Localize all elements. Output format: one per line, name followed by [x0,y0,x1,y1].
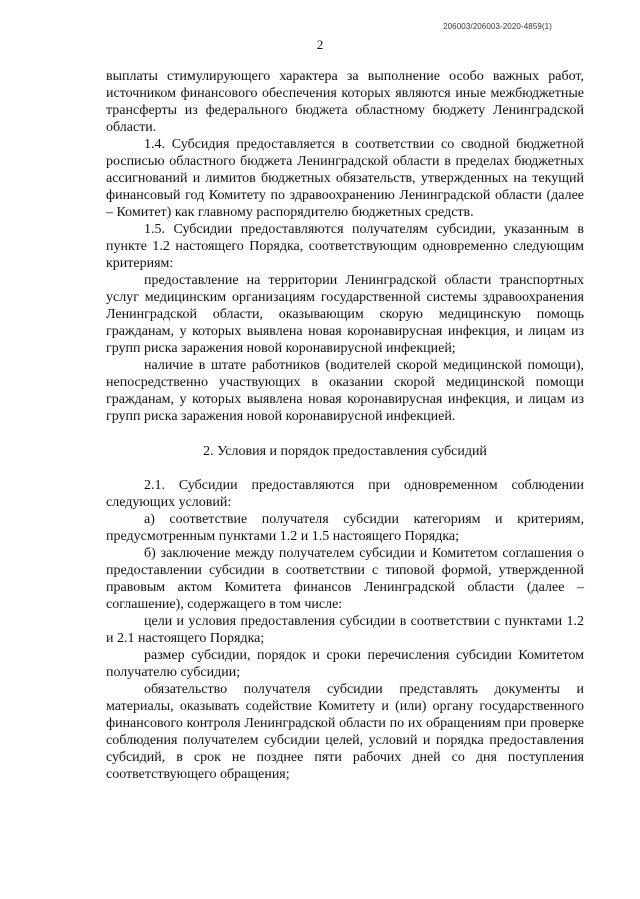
paragraph: предоставление на территории Ленинградской области транспортных услуг медицинским организациям государственной системы здравоохранения Ленинградской области, оказывающим скорую медицинскую помощь гражданам, у которых выявлена новая коронавирусная инфекция, и лицам из групп риска заражения новой коронавирусной инфекцией; [106,273,584,356]
paragraph: выплаты стимулирующего характера за выполнение особо важных работ, источником финансового обеспечения которых являются иные межбюджетные трансферты из федерального бюджета областному бюджету Ленинградской области. [106,69,584,135]
document-id: 206003/206003-2020-4859(1) [443,22,552,31]
paragraph: а) соответствие получателя субсидии категориям и критериям, предусмотренным пунктами 1.2 и 1.5 настоящего Порядка; [106,512,584,544]
paragraph: 2.1. Субсидии предоставляются при одновременном соблюдении следующих условий: [106,478,584,510]
section-heading: 2. Условия и порядок предоставления субсидий [203,444,487,459]
page-number: 2 [316,37,324,52]
paragraph: б) заключение между получателем субсидии и Комитетом соглашения о предоставлении субсидии в соответствии с типовой формой, утвержденной правовым актом Комитета финансов Ленинградской области (далее – соглашение), содержащего в том числе: [106,546,584,612]
paragraph: 1.4. Субсидия предоставляется в соответствии со сводной бюджетной росписью областного бюджета Ленинградской области в пределах бюджетных ассигнований и лимитов бюджетных обязательств, утвержденных на текущий финансовый год Комитету по здравоохранению Ленинградской области (далее – Комитет) как главному распорядителю бюджетных средств. [106,137,584,220]
paragraph: размер субсидии, порядок и сроки перечисления субсидии Комитетом получателю субсидии; [106,648,584,680]
document-body [106,68,584,783]
paragraph: наличие в штате работников (водителей скорой медицинской помощи), непосредственно участвующих в оказании скорой медицинской помощи гражданам, у которых выявлена новая коронавирусная инфекция, и лицам из групп риска заражения новой коронавирусной инфекцией. [106,358,584,424]
paragraph: цели и условия предоставления субсидии в соответствии с пунктами 1.2 и 2.1 настоящего Порядка; [106,614,584,646]
paragraph: 1.5. Субсидии предоставляются получателям субсидии, указанным в пункте 1.2 настоящего Порядка, соответствующим одновременно следующим критериям: [106,222,584,271]
paragraph: обязательство получателя субсидии представлять документы и материалы, оказывать содействие Комитету и (или) органу государственного финансового контроля Ленинградской области по их обращениям при проверке соблюдения получателем субсидии целей, условий и порядка предоставления субсидий, в срок не позднее пяти рабочих дней со дня поступления соответствующего обращения; [106,682,584,782]
